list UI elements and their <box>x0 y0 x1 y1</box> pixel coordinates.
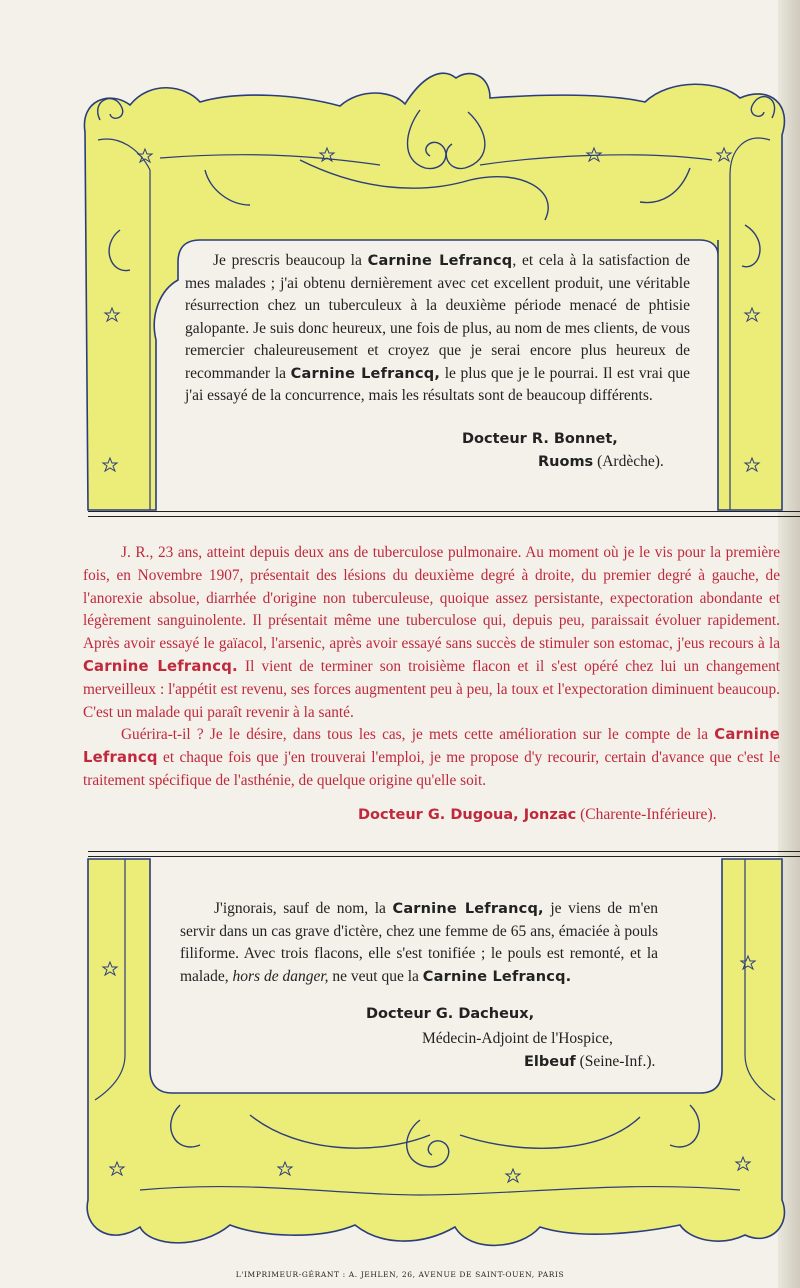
emphasis-text: hors de danger, <box>232 967 329 985</box>
city-name: Ruoms <box>538 454 594 470</box>
brand-name: Carnine Lefrancq <box>83 726 780 767</box>
signature-doctor-name: Docteur R. Bonnet, <box>462 431 618 447</box>
city-name: Elbeuf <box>524 1054 576 1070</box>
signature-doctor-name: Docteur G. Dugoua, Jonzac <box>358 807 577 823</box>
signature-location <box>538 453 664 471</box>
paragraph-case-report: J. R., 23 ans, atteint depuis deux ans de tuberculose pulmonaire. Au moment où je le vis pour la première fois, en Novembre 1907, présentait des lésions du deuxième degré à droite, du premier degré à gauche, de l'anorexie absolue, diarrhée d'origine non tuberculeuse, quoique assez persistante, expectoration abondante et légèrement sanguinolente. Il présentait même une tuberculose qui, depuis peu, paraissait évoluer rapidement. Après avoir essayé le gaïacol, l'arsenic, après avoir essayé sans succès de stimuler son estomac, j'eus recours à la Carnine Lefrancq. Il vient de terminer son troisième flacon et il s'est opéré chez lui un changement merveilleux : l'appétit est revenu, ses forces augmentent peu à peu, la toux et l'expectoration diminuent beaucoup. C'est un malade qui paraît revenir à la santé. <box>83 544 781 721</box>
double-rule-divider <box>88 851 800 857</box>
region-name: (Charente-Inférieure). <box>580 806 717 823</box>
brand-name: Carnine Lefrancq. <box>422 968 572 985</box>
double-rule-divider <box>88 511 800 517</box>
region-name: (Seine-Inf.). <box>579 1053 656 1070</box>
testimonial-dugoua <box>83 542 780 793</box>
signature-dugoua <box>358 806 716 824</box>
testimonial-1-text-b: , et cela à la satisfaction de mes malades ; j'ai obtenu dernièrement avec cet excellent produit, une véritable résurrection chez un tuberculeux à la deuxième période menacé de phtisie galopante. Je suis donc heureux, une fois de plus, au nom de mes clients, de vous remercier chaleureusement et croyez que je serai encore plus heureux de recommander la <box>185 252 691 382</box>
brand-name: Carnine Lefrancq <box>367 253 513 269</box>
signature-title: Médecin-Adjoint de l'Hospice, <box>422 1030 613 1047</box>
testimonial-dacheux: J'ignorais, sauf de nom, la Carnine Lefrancq, je viens de m'en servir dans un cas grave d'ictère, chez une femme de 65 ans, émaciée à pouls filiforme. Avec trois flacons, elle s'est tonifiée ; le pouls est remonté, et la malade, hors de danger, ne veut que la Carnine Lefrancq. <box>180 900 659 985</box>
signature-location <box>524 1053 655 1071</box>
printer-imprint-footer: L'IMPRIMEUR-GÉRANT : A. JEHLEN, 26, AVENUE DE SAINT-OUEN, PARIS <box>235 1270 565 1279</box>
region-name: (Ardèche). <box>597 453 664 470</box>
brand-name: Carnine Lefrancq, <box>290 365 441 382</box>
testimonial-bonnet <box>185 250 690 408</box>
paragraph-conclusion: Guérira-t-il ? Je le désire, dans tous les cas, je mets cette amélioration sur le compte de la Carnine Lefrancq et chaque fois que j'en trouverai l'emploi, je me propose d'y recourir, certain d'avance que c'est le traitement spécifique de l'asthénie, de quelque origine qu'elle soit. <box>83 726 780 789</box>
testimonial-1-text-c: le plus que je le pourrai. Il est vrai que j'ai essayé de la concurrence, mais les résultats sont de beaucoup différents. <box>185 364 691 404</box>
testimonial-1-text-a: Je prescris beaucoup la <box>213 252 362 269</box>
brand-name: Carnine Lefrancq. <box>83 657 238 675</box>
brand-name: Carnine Lefrancq, <box>392 901 544 917</box>
signature-doctor-name: Docteur G. Dacheux, <box>366 1006 535 1022</box>
